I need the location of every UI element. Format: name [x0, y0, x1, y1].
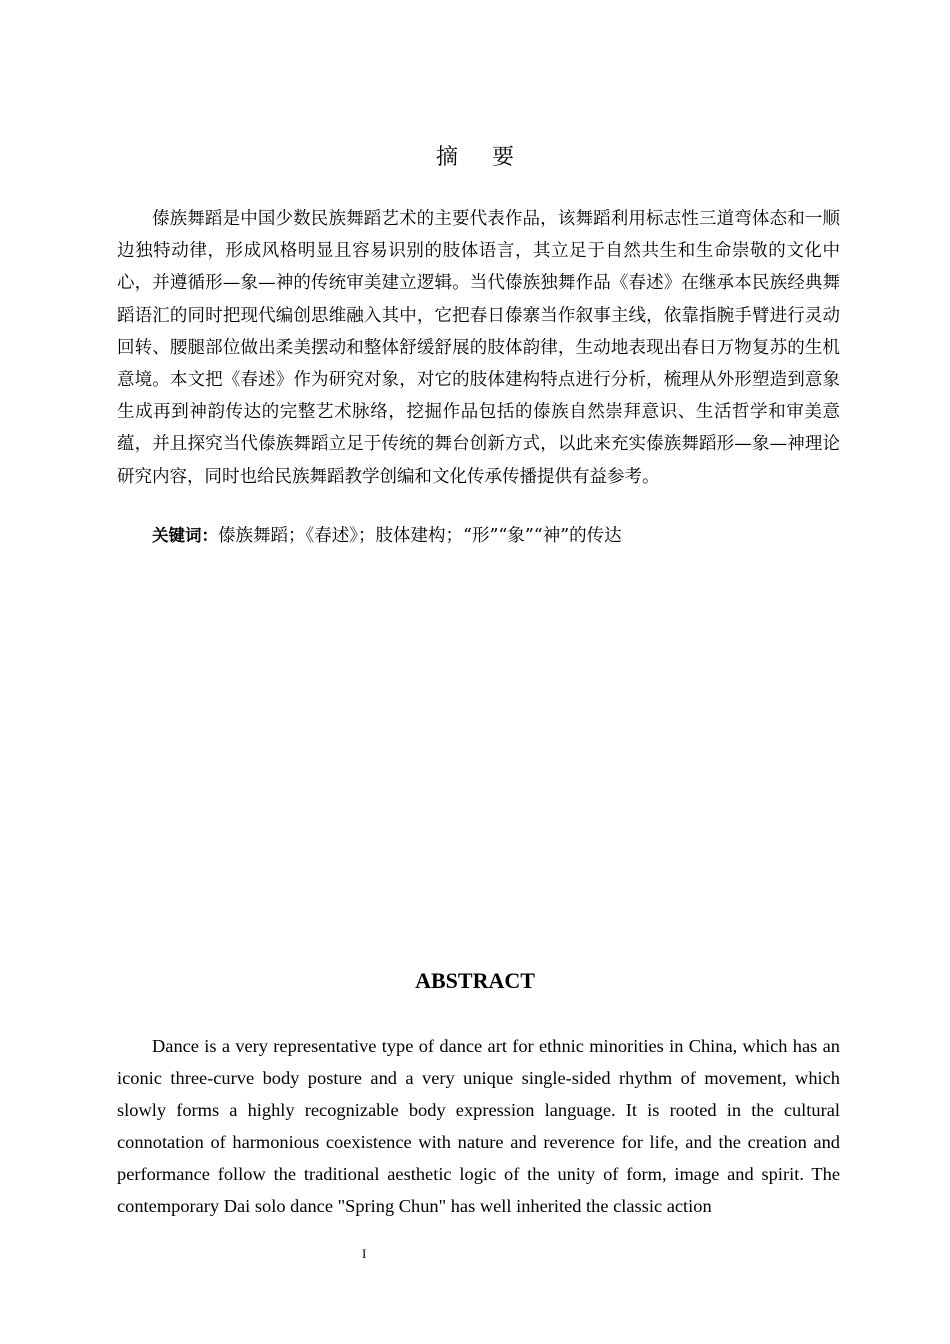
chinese-abstract-title: 摘要	[435, 145, 548, 170]
english-abstract-body: Dance is a very representative type of dance art for ethnic minorities in China, which has an iconic three-curve body posture and a very unique single-sided rhythm of movement, which slowly forms a highly recognizable body expression language. It is rooted in the cultural connotation of harmonious coexistence with nature and reverence for life, and the creation and performance follow the traditional aesthetic logic of the unity of form, image and spirit. The contemporary Dai solo dance "Spring Chun" has well inherited the classic action	[117, 1036, 840, 1216]
chinese-keywords	[152, 522, 842, 550]
chinese-abstract-body: 傣族舞蹈是中国少数民族舞蹈艺术的主要代表作品，该舞蹈利用标志性三道弯体态和一顺边独特动律，形成风格明显且容易识别的肢体语言，其立足于自然共生和生命崇敬的文化中心，并遵循形—象—神的传统审美建立逻辑。当代傣族独舞作品《春述》在继承本民族经典舞蹈语汇的同时把现代编创思维融入其中，它把春日傣寨当作叙事主线，依靠指腕手臂进行灵动回转、腰腿部位做出柔美摆动和整体舒缓舒展的肢体韵律，生动地表现出春日万物复苏的生机意境。本文把《春述》作为研究对象，对它的肢体建构特点进行分析，梳理从外形塑造到意象生成再到神韵传达的完整艺术脉络，挖掘作品包括的傣族自然崇拜意识、生活哲学和审美意蕴，并且探究当代傣族舞蹈立足于传统的舞台创新方式，以此来充实傣族舞蹈形—象—神理论研究内容，同时也给民族舞蹈教学创编和文化传承传播提供有益参考。	[117, 209, 840, 487]
keywords-label: 关键词：	[152, 526, 218, 545]
english-abstract-title: ABSTRACT	[415, 968, 535, 993]
keywords-text: 傣族舞蹈；《春述》；肢体建构；“形”“象”“神”的传达	[218, 526, 622, 546]
page-number: I	[362, 1246, 367, 1261]
